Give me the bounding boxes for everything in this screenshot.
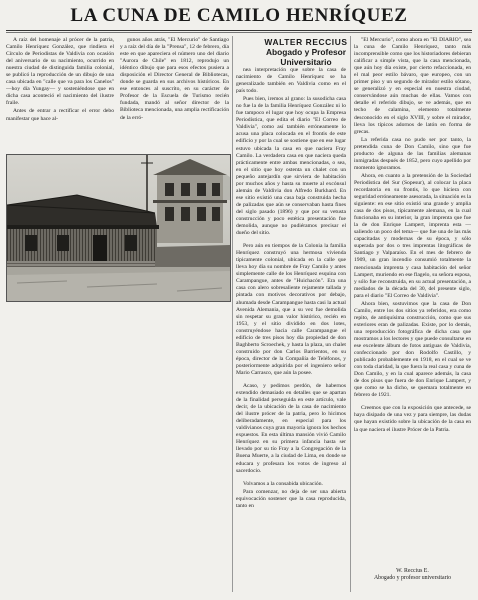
paragraph: Creemos que con la exposición que antecede, se haya disipado de una vez y para siempre, las dudas que hayan existido sobre la ubicación de la casa en la que naciera el ilustre Prócer de la Patria. — [354, 405, 471, 433]
newspaper-page — [6, 4, 472, 596]
paragraph: A raíz del homenaje al prócer de la patria, Camilo Henríquez González, que rindiera el Círculo de Periodistas de Valdivia con ocasión del aniversario de su nacimiento, ocurrido en nuestra ciudad de distinguida familia colonial, se publicó la reproducción de un dibujo de una casa ubicada en "calle que va para los Canelos" —hoy día Yungay— y sosteniéndose que en dicha casa aconteció el nacimiento del ilustre fraile. — [6, 37, 114, 107]
paragraph: "El Mercurio", como ahora en "El DIARIO", sea la cuna de Camilo Henríquez, tanto más incomprensible como que los historiadores debieran calificar a simple vista, que la casa mencionada, que aún hoy día existe, por cierto refaccionada, en el mal peor estilo bávaro, que europeo, con un primer piso y un segundo de mirador estilo sótano, se generalizó y en especial en nuestra ciudad, conservándose aún muchas de ellas. Vamos con detalle el referido dibujo, se ve además, que en techo de calamina, elemento totalmente desconocido en el siglo XVIII, y sobre el mirador, lleva los típicos adornos de latón en forma de grecas. — [354, 37, 471, 135]
article-column-a2 — [120, 37, 229, 153]
signature-role: Abogado y profesor universitario — [373, 575, 452, 581]
paragraph: Para comenzar, no deja de ser una abierta equivocación sostener que la casa reproducida, tanto en — [236, 488, 346, 509]
signature-name: W. Reccius E. — [396, 568, 429, 574]
headline-rule — [6, 30, 472, 31]
headline: LA CUNA DE CAMILO HENRÍQUEZ — [70, 5, 408, 26]
headline-rule-thin — [6, 32, 472, 33]
paragraph: Acaso, y pedimos perdón, de habernos extendido demasiado en detalles que se apartan de la finalidad perseguida en este artículo, vale decir, de la ubicación de la casa de nacimiento del ilustre prócer de la patria, pero lo hicimos deliberadamente, en especial para los valdivianos cuya gran mayoría ignora los hechos expuestos. En esta última mansión vivió Camilo Henríquez en su primera infancia hasta ser llevado por su tío Fray a la Congregación de la Buena Muerte, a la ciudad de Lima, en donde se educara y profesara los votos de ingreso al sacerdocio. — [236, 383, 346, 474]
paragraph: Pero aún en tiempos de la Colonia la familia Henríquez construyó una hermosa vivienda típicamente colonial, ubicada en la calle que lleva hoy día su nombre de Fray Camilo y antes simplemente calle de los Henríquez esquina con Carampangue, antes de "Huichacón". Era una casa con alero sobresaliente rejamente tallada y pintada con motivos decorativos por debajo, ahumada desde Carampangue hasta casi la actual Avenida Alemania, que a su vez fue demolida sin respetar su gran valor histórico, recién en 1953, y el sitio dividido en dos lotes, construyéndose hacia calle Carampangue el edificio de tres pisos hoy día propiedad de don Baghberto Scroechek, y hasta la plaza, un chalet construido por don Carlos Barrientos, en su época, director de la Compañía de Teléfonos, y posteriormente adquirida por el ingeniero señor Mario Carrasco, que aún la posee. — [236, 243, 346, 376]
paragraph: nea interpretación que sobre la casa de nacimiento de Camilo Henríquez se ha generalizado también en Valdivia como en el país todo. — [236, 67, 346, 95]
article-column-b — [236, 67, 346, 589]
column-divider — [232, 36, 233, 592]
paragraph: Pues bien, iremos al grano: la susodicha casa no fue la de la familia Henríquez González ni lo fue tampoco el lugar que hoy ocupa la Empresa Periodística, que edita el diario "El Correo de Valdivia", como así también erróneamente lo acusa una placa colocada en el frontis de este edificio y por la cual se sostiene que en ese lugar estuvo ubicada la casa en que naciera Fray Camilo. La verdadera casa en que naciera queda prácticamente entre ambas mencionadas, o sea, en el sitio que hoy ostenta un chalet con un pequeño antejardín que sirviera de habitación por muchos años y hasta su muerte al excónsul alemán de Valdivia don Alfredo Burkhard. En ese sitio existió una casa baja construida hecha de palizadas que aún se conservaban hasta fines del siglo pasado (1896) y que por su vetusta construcción y poco estética presentación fue demolida, aunque no pudiéramos precisar el dueño del sitio. — [236, 96, 346, 237]
photo-illustration — [7, 155, 230, 301]
author-role: Abogado y Profesor Universitario — [265, 47, 347, 67]
byline — [250, 37, 362, 67]
author-name: WALTER RECCIUS — [264, 37, 348, 47]
paragraph: Antes de entrar a rectificar el error debo manifestar que hace al- — [6, 108, 114, 122]
paragraph: La referida casa no pudo ser por tanto, la pretendida cuna de Don Camilo, sino que fue producto de alguna de las familias alemanas inmigradas después de 1852, pero cuyo apellido por momento ignoramos. — [354, 136, 471, 171]
column-divider — [350, 36, 351, 592]
paragraph: Volvamos a la consabida ubicación. — [243, 480, 323, 487]
historic-house-photo — [6, 154, 231, 302]
article-column-a1 — [6, 37, 114, 153]
article-column-c — [354, 37, 471, 557]
paragraph: Ahora, en cuanto a la pretensión de la Sociedad Periodística del Sur (Sopesur), al colocar la placa recordatoria en su frontis, lo que hiciera con seguridad erróneamente asesorada, la situación es la siguiente: en ese sitio existió una grande y amplia casa de dos pisos, típicamente alemana, en la cual funcionaba en su interior, la gran imprenta que fue la de don Enrique Lampert, imprenta esta —saliendo un poco del tema— que fue una de las más capacitadas y modernas de su época, y sólo superada por dos o tres imprentas litográficas de Santiago y Valparaíso. En el mes de febrero de 1909, un gran incendio consumió totalmente la mencionada imprenta y casa habitación del señor Lampert, muriendo en ese flagelo, su señora esposa, y sólo fue reconstruida, en su actual presentación, a mediados de la década del 30, del presente siglo, para el diario "El Correo de Valdivia". — [354, 172, 471, 299]
paragraph: gunos años atrás, "El Mercurio" de Santiago y a raíz del día de la "Prensa", 12 de febrero, día este en que apareciera el número uno del diario "Aurora de Chile" en 1812, reprodujo un idéntico dibujo que para esos efectos pusiera a disposición el Director General de Bibliotecas, donde se guarda en sus archivos históricos. En ese entonces al suscrito, en su carácter de Profesor de la Escuela de Turismo recién fundada, mandó al señor director de la Biblioteca mencionada, una amplia rectificación de la erró- — [120, 37, 229, 121]
paragraph: Ahora bien, sostuvimos que la casa de Don Camilo, entre los dos sitios ya referidos, era como repito, de antiquísima construcción, como que sus exteriores eran de palizadas. Existe, por lo demás, una reproducción fotográfica de dicha casa que mostramos a los lectores y que puede consultarse en ese excelente álbum de fotos antiguas de Valdivia, confeccionado por don Rodolfo Castillo, y publicado probablemente en 1918, en el cual se ve con toda claridad, la que fuera la real casa y cuna de Don Camilo, y en la cual aparece además, la casa de dos pisos que fuera de don Enrique Lampert, y que como se ha dicho, se quemara totalmente en febrero de 1921. — [354, 300, 471, 399]
